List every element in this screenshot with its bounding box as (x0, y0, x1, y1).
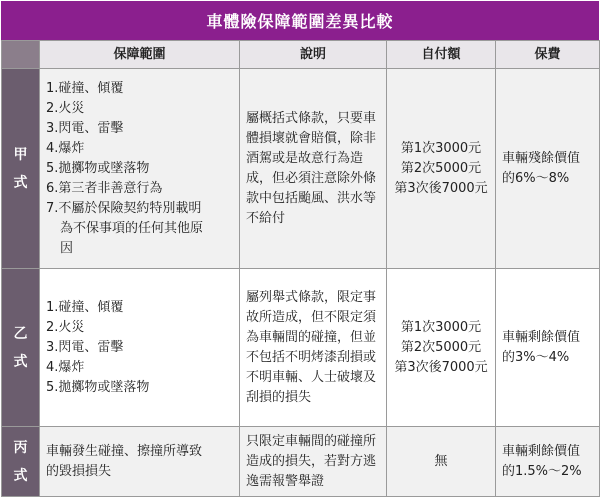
deductible-cell: 無 (387, 427, 496, 497)
coverage-item: 的毀損損失 (46, 463, 112, 479)
coverage-item: 3.閃電、雷擊 (46, 120, 124, 136)
coverage-item: 車輛發生碰撞、擦撞所導致 (46, 443, 203, 459)
coverage-item: 為不保事項的任何其他原 (60, 220, 204, 236)
coverage-cell (40, 427, 240, 497)
header-coverage: 保障範圍 (40, 41, 240, 69)
description-cell: 屬概括式條款，只要車體損壞就會賠償，除非酒駕或是故意行為造成，但必須注意除外條款中包括颱風、洪水等不給付 (240, 69, 387, 269)
header-corner (2, 41, 40, 69)
table-title: 車體險保障範圍差異比較 (1, 1, 599, 40)
header-deductible: 自付額 (387, 41, 496, 69)
description-cell: 只限定車輛間的碰撞所造成的損失，若對方逃逸需報警舉證 (240, 427, 387, 497)
comparison-table-container (1, 1, 599, 499)
coverage-item: 4.爆炸 (46, 359, 85, 375)
coverage-item: 3.閃電、雷擊 (46, 339, 124, 355)
coverage-cell (40, 269, 240, 427)
header-description: 說明 (240, 41, 387, 69)
coverage-item: 因 (60, 240, 74, 256)
premium-cell: 車輛剩餘價值 的3%～4% (496, 269, 600, 427)
deductible-cell: 第1次3000元 第2次5000元 第3次後7000元 (387, 69, 496, 269)
description-cell: 屬列舉式條款，限定事故所造成，但不限定須為車輛間的碰撞，但並不包括不明烤漆刮損或不明車輛、人士破壞及刮損的損失 (240, 269, 387, 427)
header-premium: 保費 (496, 41, 600, 69)
coverage-item: 4.爆炸 (46, 140, 85, 156)
coverage-cell (40, 69, 240, 269)
coverage-item: 7.不屬於保險契約特別載明 (46, 200, 202, 216)
coverage-item: 5.拋擲物或墜落物 (46, 379, 150, 395)
coverage-item: 5.拋擲物或墜落物 (46, 160, 150, 176)
coverage-item: 2.火災 (46, 100, 85, 116)
deductible-cell: 第1次3000元 第2次5000元 第3次後7000元 (387, 269, 496, 427)
table-row (2, 427, 600, 497)
premium-cell: 車輛剩餘價值 的1.5%～2% (496, 427, 600, 497)
coverage-item: 6.第三者非善意行為 (46, 180, 163, 196)
row-label: 丙 式 (2, 427, 40, 497)
header-row (2, 41, 600, 69)
table-row (2, 269, 600, 427)
row-label: 乙 式 (2, 269, 40, 427)
coverage-item: 1.碰撞、傾覆 (46, 299, 124, 315)
premium-cell: 車輛殘餘價值 的6%～8% (496, 69, 600, 269)
coverage-item: 2.火災 (46, 319, 85, 335)
comparison-table (1, 40, 600, 497)
coverage-item: 1.碰撞、傾覆 (46, 80, 124, 96)
table-row (2, 69, 600, 269)
row-label: 甲 式 (2, 69, 40, 269)
